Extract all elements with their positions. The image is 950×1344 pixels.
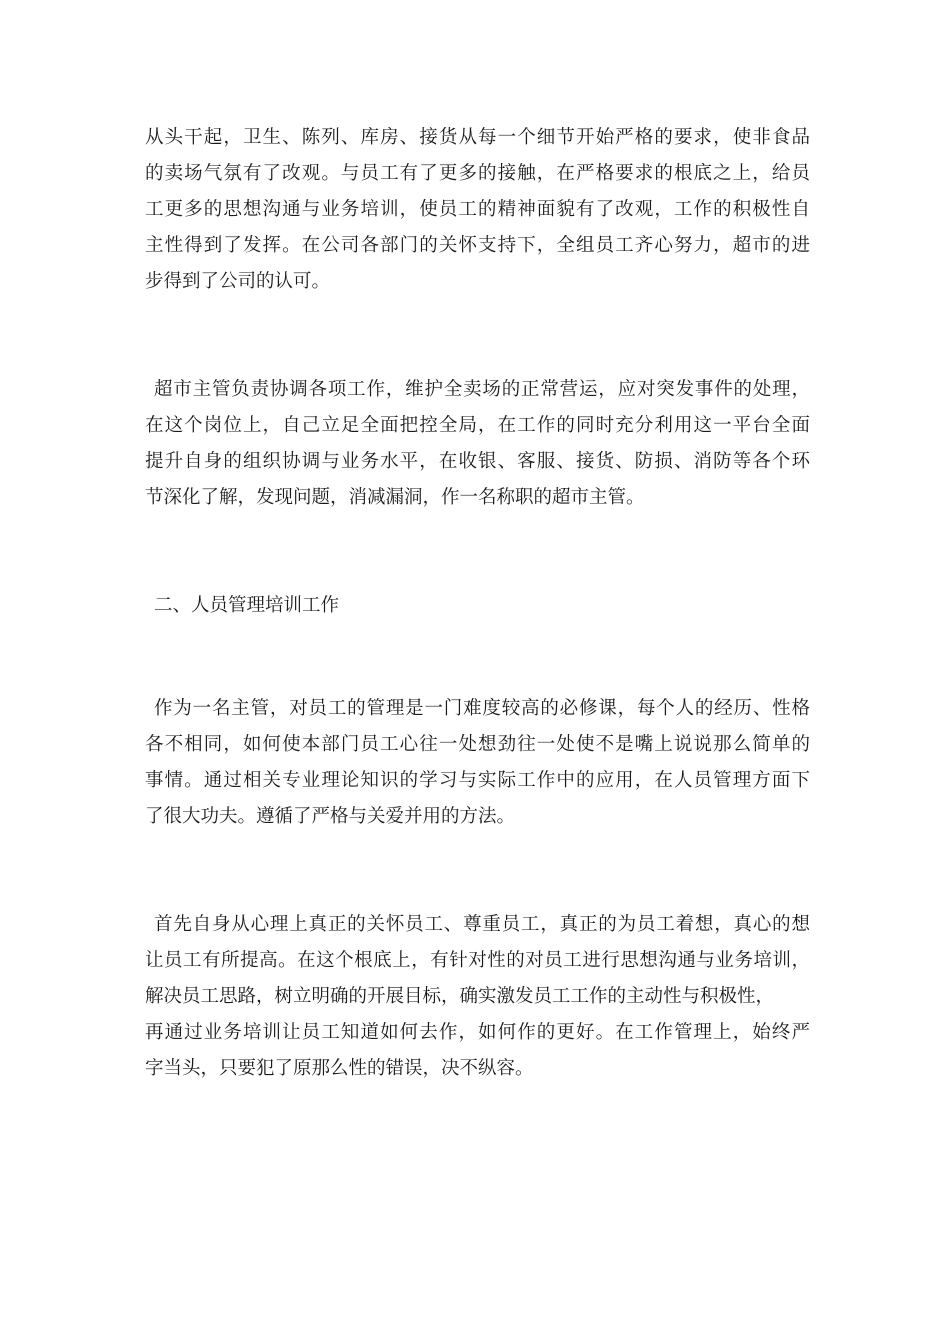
text-line: 字当头，只要犯了原那么性的错误，决不纵容。 [145,1058,534,1079]
text-line: 再通过业务培训让员工知道如何去作，如何作的更好。在工作管理上，始终严 [145,1022,810,1043]
text-line: 解决员工思路，树立明确的开展目标，确实激发员工工作的主动性与积极性， [145,986,775,1007]
text-line: 主性得到了发挥。在公司各部门的关怀支持下，全组员工齐心努力，超市的进 [145,235,810,256]
text-line: 各不相同，如何使本部门员工心往一处想劲往一处使不是嘴上说说那么简单的 [145,734,810,755]
text-line: 超市主管负责协调各项工作，维护全卖场的正常营运，应对突发事件的处理， [154,379,810,400]
section-heading-text: 二、人员管理培训工作 [154,595,340,616]
paragraph-supermarket-improvements [145,120,810,300]
paragraph-care-and-training [145,907,810,1087]
text-line: 工更多的思想沟通与业务培训，使员工的精神面貌有了改观，工作的积极性自 [145,199,810,220]
text-line: 提升自身的组织协调与业务水平，在收银、客服、接货、防损、消防等各个环 [145,451,810,472]
text-line: 作为一名主管，对员工的管理是一门难度较高的必修课，每个人的经历、性格 [154,698,810,719]
text-line: 让员工有所提高。在这个根底上，有针对性的对员工进行思想沟通与业务培训， [145,950,810,971]
text-line: 的卖场气氛有了改观。与员工有了更多的接触，在严格要求的根底之上，给员 [145,163,810,184]
text-line: 在这个岗位上，自己立足全面把控全局，在工作的同时充分利用这一平台全面 [145,415,810,436]
text-line: 节深化了解，发现问题，消减漏洞，作一名称职的超市主管。 [145,487,645,508]
text-line: 步得到了公司的认可。 [145,271,331,292]
section-heading [145,588,810,624]
text-line: 从头干起，卫生、陈列、库房、接货从每一个细节开始严格的要求，使非食品 [145,127,810,148]
paragraph-supervisor-duties [145,372,810,516]
text-line: 事情。通过相关专业理论知识的学习与实际工作中的应用，在人员管理方面下 [145,770,810,791]
paragraph-staff-management [145,691,810,835]
text-line: 首先自身从心理上真正的关怀员工、尊重员工，真正的为员工着想，真心的想 [154,914,810,935]
text-line: 了很大功夫。遵循了严格与关爱并用的方法。 [145,806,516,827]
